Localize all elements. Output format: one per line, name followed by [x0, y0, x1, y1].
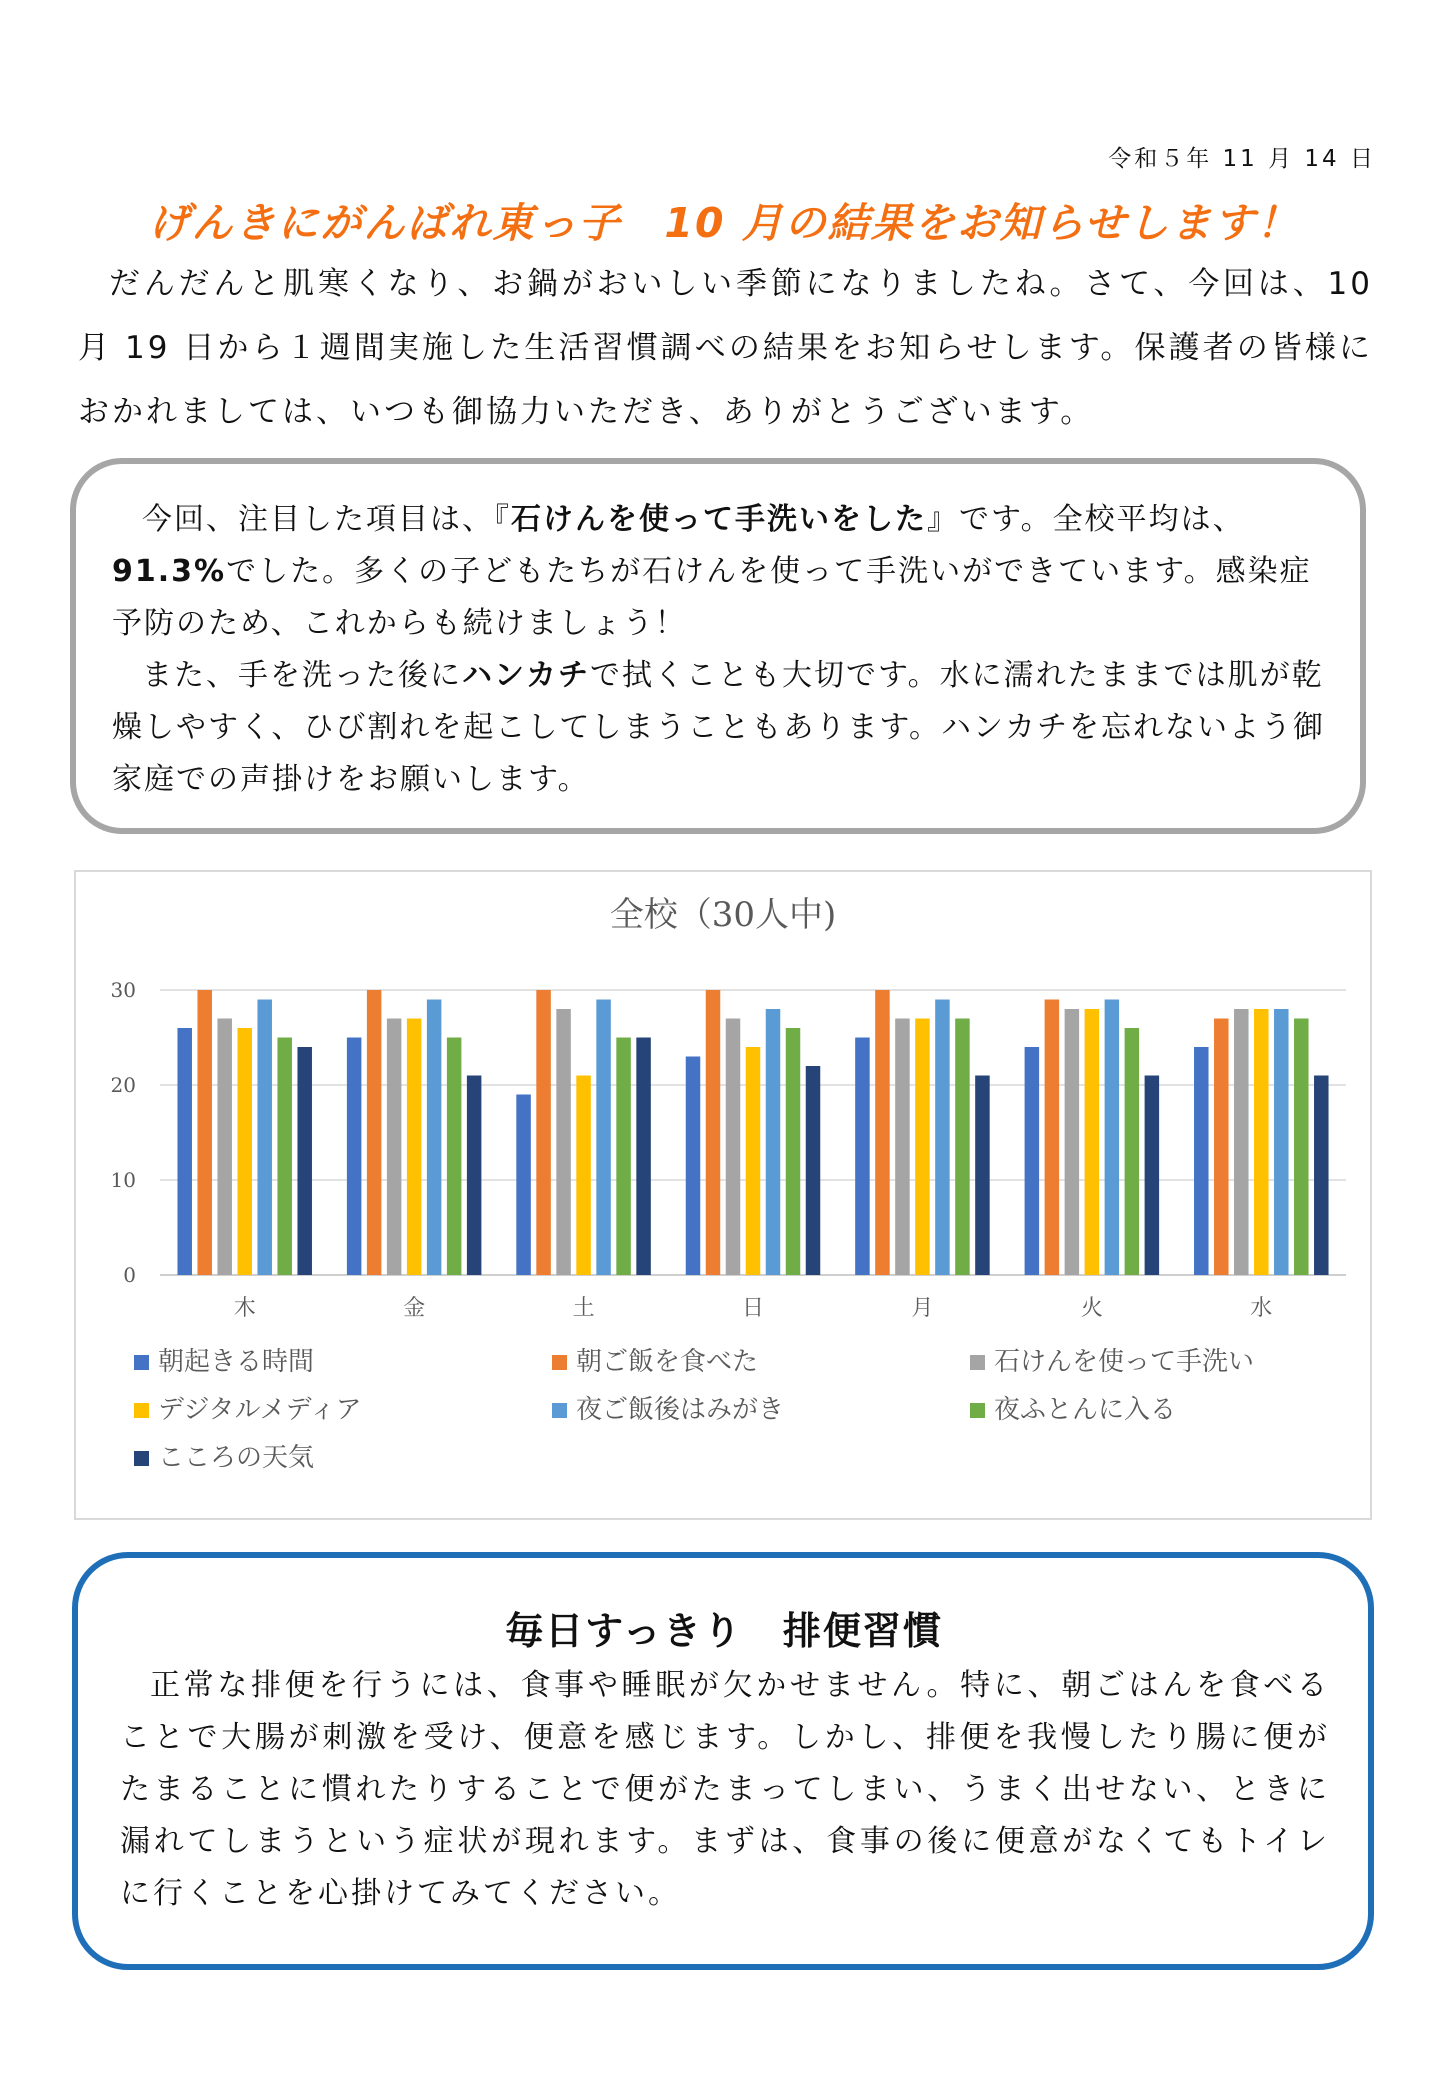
bar	[257, 1000, 272, 1276]
bar	[297, 1047, 312, 1275]
x-tick-label: 木	[233, 1296, 256, 1321]
legend-label: デジタルメディア	[158, 1395, 362, 1425]
x-tick-label: 月	[911, 1296, 934, 1321]
x-tick-label: 金	[403, 1296, 426, 1321]
bar	[467, 1076, 482, 1276]
bar	[1214, 1019, 1229, 1276]
bar	[746, 1047, 761, 1275]
bar	[616, 1038, 631, 1276]
bar	[427, 1000, 442, 1276]
x-tick-label: 日	[741, 1296, 765, 1321]
bar	[1145, 1076, 1160, 1276]
focus-text: でした。多くの子どもたちが石けんを使って手洗いができています。感染症予防のため、これからも続けましょう！	[112, 554, 1312, 641]
x-tick-label: 水	[1250, 1296, 1273, 1321]
bar	[975, 1076, 990, 1276]
bar	[806, 1066, 821, 1275]
chart-title: 全校（30人中)	[609, 895, 837, 935]
focus-item-emphasis: 石けんを使って手洗いをした	[511, 502, 927, 537]
bar	[1105, 1000, 1120, 1276]
bar	[686, 1057, 701, 1276]
bar	[596, 1000, 611, 1276]
bar	[217, 1019, 232, 1276]
legend-label: 夜ふとんに入る	[994, 1395, 1177, 1425]
bar	[726, 1019, 741, 1276]
bar	[1314, 1076, 1329, 1276]
bar	[636, 1038, 651, 1276]
intro-paragraph: だんだんと肌寒くなり、お鍋がおいしい季節になりましたね。さて、今回は、10 月 19 日から１週間実施した生活習慣調べの結果をお知らせします。保護者の皆様におかれましては、いつも御協力いただき、ありがとうございます。	[78, 266, 1373, 430]
legend-label: こころの天気	[158, 1443, 315, 1473]
legend-label: 朝ご飯を食べた	[576, 1347, 759, 1377]
x-tick-label: 火	[1080, 1296, 1103, 1321]
focus-box-text	[112, 494, 1327, 806]
focus-text: で拭くことも大切です。水に濡れたままでは肌が乾燥しやすく、ひび割れを起こしてしまうこともあります。ハンカチを忘れないよう御家庭での声掛けをお願いします。	[112, 658, 1325, 797]
handkerchief-emphasis: ハンカチ	[462, 658, 590, 693]
legend-label: 石けんを使って手洗い	[994, 1347, 1255, 1377]
focus-text: また、手を洗った後に	[142, 658, 462, 693]
bar	[1045, 1000, 1060, 1276]
bar	[177, 1028, 192, 1275]
legend-swatch	[970, 1403, 985, 1418]
bar	[347, 1038, 362, 1276]
bar	[1194, 1047, 1209, 1275]
legend-label: 夜ご飯後はみがき	[576, 1395, 785, 1425]
bar	[766, 1009, 781, 1275]
bar-chart	[74, 870, 1372, 1520]
bar	[536, 990, 551, 1275]
bar	[197, 990, 212, 1275]
school-average-value: 91.3%	[112, 554, 227, 589]
bar	[447, 1038, 462, 1276]
bar	[407, 1019, 422, 1276]
bar	[576, 1076, 591, 1276]
bar	[895, 1019, 910, 1276]
bar	[855, 1038, 870, 1276]
focus-paragraph-1	[112, 494, 1327, 650]
bar	[1025, 1047, 1040, 1275]
bar	[367, 990, 382, 1275]
bowel-box-title: 毎日すっきり 排便習慣	[505, 1609, 943, 1653]
issue-date: 令和５年 11 月 14 日	[1108, 146, 1376, 172]
bar	[1065, 1009, 1080, 1275]
focus-text: 』です。全校平均は、	[927, 502, 1245, 537]
bar	[1234, 1009, 1249, 1275]
bowel-box-text	[120, 1660, 1330, 1920]
bar	[516, 1095, 531, 1276]
bar	[955, 1019, 970, 1276]
bar	[786, 1028, 801, 1275]
bowel-paragraph: 正常な排便を行うには、食事や睡眠が欠かせません。特に、朝ごはんを食べることで大腸が刺激を受け、便意を感じます。しかし、排便を我慢したり腸に便がたまることに慣れたりすることで便がたまってしまい、うまく出せない、ときに漏れてしまうという症状が現れます。まずは、食事の後に便意がなくてもトイレに行くことを心掛けてみてください。	[120, 1668, 1330, 1911]
bar	[706, 990, 721, 1275]
legend-swatch	[552, 1355, 567, 1370]
bar	[1085, 1009, 1100, 1275]
focus-paragraph-2	[112, 650, 1327, 806]
legend-label: 朝起きる時間	[158, 1347, 315, 1377]
bar	[875, 990, 890, 1275]
legend-swatch	[134, 1451, 149, 1466]
bar	[556, 1009, 571, 1275]
bar	[277, 1038, 292, 1276]
legend-swatch	[970, 1355, 985, 1370]
focus-text: 今回、注目した項目は、『	[142, 502, 511, 537]
newsletter-headline: げんきにがんばれ東っ子 10 月の結果をお知らせします！	[148, 199, 1300, 247]
y-tick-label: 30	[110, 978, 136, 1002]
bar	[1274, 1009, 1289, 1275]
y-tick-label: 10	[110, 1168, 136, 1192]
intro-section	[78, 252, 1373, 444]
bar	[237, 1028, 252, 1275]
legend-swatch	[552, 1403, 567, 1418]
bar	[915, 1019, 930, 1276]
bar	[1294, 1019, 1309, 1276]
bar	[935, 1000, 950, 1276]
legend-swatch	[134, 1403, 149, 1418]
x-tick-label: 土	[572, 1296, 595, 1321]
bar	[1125, 1028, 1140, 1275]
bar	[1254, 1009, 1269, 1275]
bar	[387, 1019, 402, 1276]
y-tick-label: 0	[123, 1263, 136, 1287]
legend-swatch	[134, 1355, 149, 1370]
y-tick-label: 20	[110, 1073, 136, 1097]
